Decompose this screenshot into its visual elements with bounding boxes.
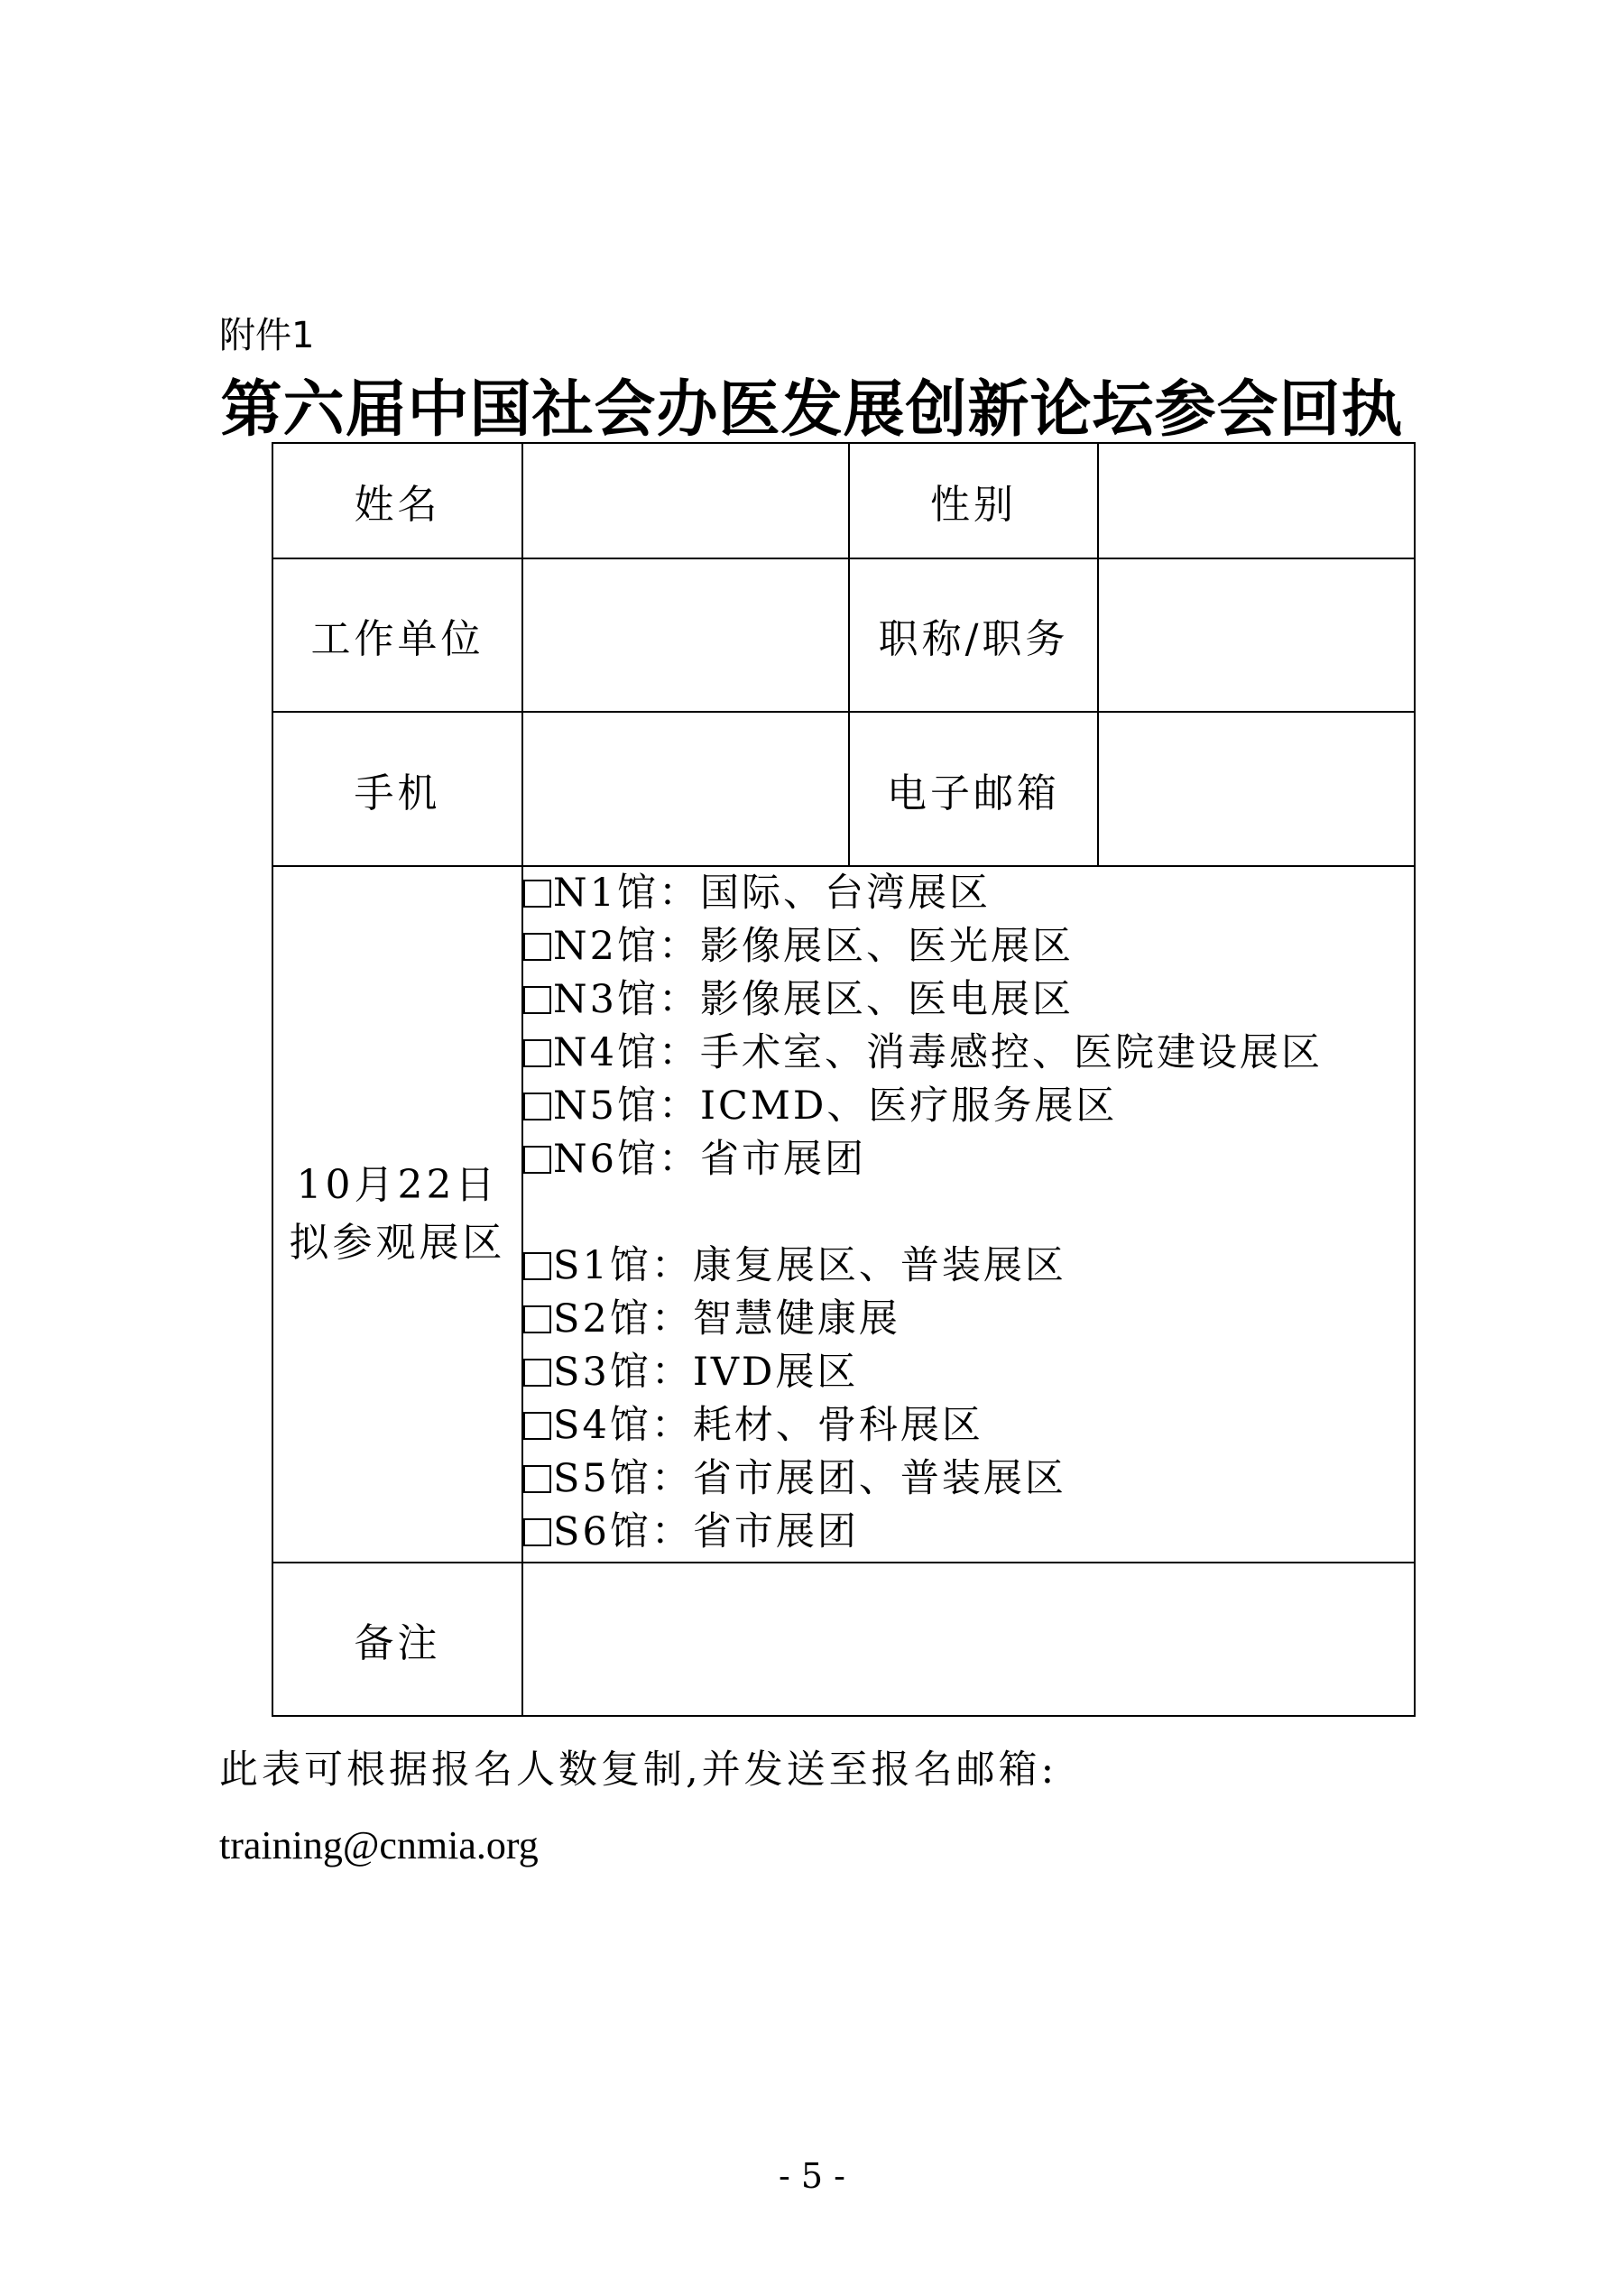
checkbox-icon[interactable] [523, 1093, 551, 1120]
halls-row [272, 866, 1415, 1563]
checkbox-icon[interactable] [523, 1518, 551, 1546]
checkbox-icon[interactable] [523, 986, 551, 1014]
org-label: 工作单位 [272, 558, 522, 712]
visit-date-label [272, 866, 522, 1563]
hall-option[interactable] [523, 1080, 1414, 1133]
hall-name: N1馆： [553, 871, 700, 916]
attachment-label: 附件1 [219, 315, 315, 356]
position-label: 职称/职务 [849, 558, 1098, 712]
phone-email-row [272, 712, 1415, 866]
email-label: 电子邮箱 [849, 712, 1098, 866]
hall-name: N2馆： [553, 924, 700, 969]
north-halls-list [523, 867, 1414, 1186]
gender-field[interactable] [1098, 443, 1415, 558]
phone-label: 手机 [272, 712, 522, 866]
email-field[interactable] [1098, 712, 1415, 866]
page-number: - 5 - [778, 2156, 845, 2196]
hall-option[interactable] [523, 920, 1414, 973]
checkbox-icon[interactable] [523, 1412, 551, 1440]
gender-label: 性别 [849, 443, 1098, 558]
footer-note: 此表可根据报名人数复制,并发送至报名邮箱: [219, 1747, 1058, 1793]
hall-description: 耗材、骨科展区 [692, 1403, 983, 1448]
hall-description: 康复展区、普装展区 [692, 1243, 1066, 1288]
hall-option[interactable] [523, 973, 1414, 1027]
hall-description: 手术室、消毒感控、医院建设展区 [699, 1030, 1323, 1075]
checkbox-icon[interactable] [523, 1146, 551, 1174]
hall-description: 智慧健康展 [692, 1296, 900, 1342]
hall-description: 省市展团 [692, 1509, 859, 1554]
phone-field[interactable] [522, 712, 849, 866]
hall-name: S1馆： [553, 1243, 693, 1288]
org-field[interactable] [522, 558, 849, 712]
visit-date-label-line2: 拟参观展区 [289, 1220, 506, 1266]
hall-option[interactable] [523, 1027, 1414, 1080]
page-title: 第六届中国社会办医发展创新论坛参会回执 [220, 373, 1404, 446]
hall-name: S2馆： [553, 1296, 693, 1342]
halls-separator [523, 1186, 1414, 1240]
position-field[interactable] [1098, 558, 1415, 712]
checkbox-icon[interactable] [523, 1465, 551, 1493]
remarks-row [272, 1563, 1415, 1716]
registration-form-table [272, 442, 1416, 1717]
hall-description: ICMD、医疗服务展区 [699, 1083, 1118, 1129]
hall-option[interactable] [523, 1293, 1414, 1346]
checkbox-icon[interactable] [523, 933, 551, 961]
hall-option[interactable] [523, 1133, 1414, 1186]
hall-description: 影像展区、医电展区 [699, 977, 1074, 1022]
hall-option[interactable] [523, 1506, 1414, 1559]
hall-name: N6馆： [553, 1137, 700, 1182]
visit-date-label-line1: 10月22日 [296, 1162, 499, 1208]
org-position-row [272, 558, 1415, 712]
hall-description: IVD展区 [692, 1350, 859, 1395]
hall-description: 影像展区、医光展区 [699, 924, 1074, 969]
checkbox-icon[interactable] [523, 1305, 551, 1333]
checkbox-icon[interactable] [523, 880, 551, 908]
remarks-label: 备注 [272, 1563, 522, 1716]
hall-option[interactable] [523, 1240, 1414, 1293]
south-halls-list [523, 1240, 1414, 1559]
hall-description: 国际、台湾展区 [699, 871, 991, 916]
hall-name: S5馆： [553, 1456, 693, 1501]
name-field[interactable] [522, 443, 849, 558]
hall-name: N5馆： [553, 1083, 700, 1129]
hall-option[interactable] [523, 1452, 1414, 1506]
hall-name: S3馆： [553, 1350, 693, 1395]
hall-description: 省市展团、普装展区 [692, 1456, 1066, 1501]
checkbox-icon[interactable] [523, 1359, 551, 1387]
hall-option[interactable] [523, 867, 1414, 920]
name-gender-row [272, 443, 1415, 558]
footer-email: training@cnmia.org [219, 1823, 539, 1867]
hall-option[interactable] [523, 1399, 1414, 1452]
hall-name: S4馆： [553, 1403, 693, 1448]
remarks-field[interactable] [522, 1563, 1415, 1716]
checkbox-icon[interactable] [523, 1039, 551, 1067]
hall-option[interactable] [523, 1346, 1414, 1399]
hall-description: 省市展团 [699, 1137, 866, 1182]
halls-options [522, 866, 1415, 1563]
name-label: 姓名 [272, 443, 522, 558]
checkbox-icon[interactable] [523, 1252, 551, 1280]
hall-name: N3馆： [553, 977, 700, 1022]
hall-name: N4馆： [553, 1030, 700, 1075]
hall-name: S6馆： [553, 1509, 693, 1554]
